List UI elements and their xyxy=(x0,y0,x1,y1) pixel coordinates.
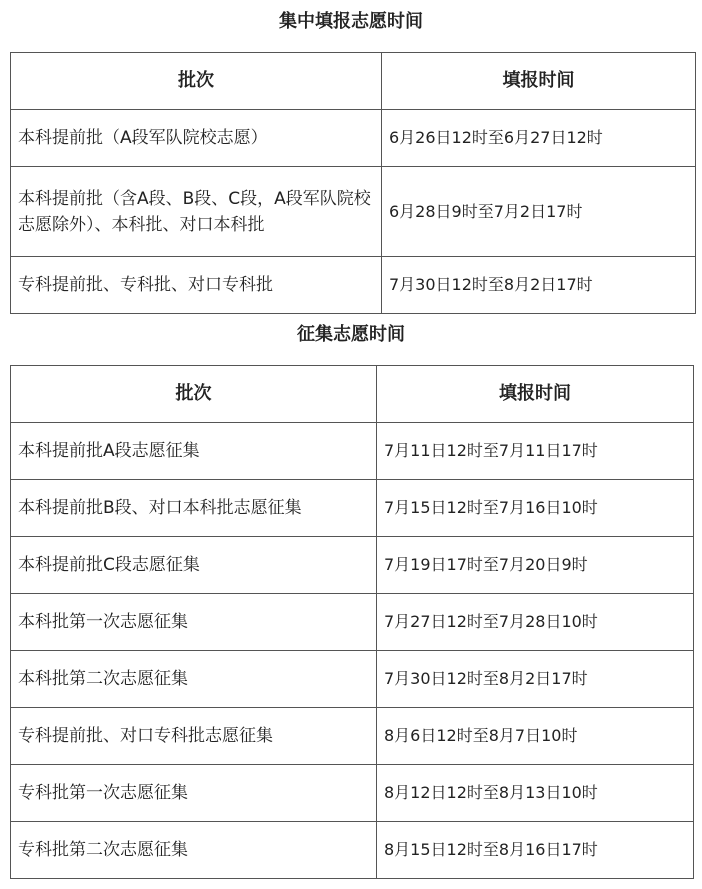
centralized-schedule-table xyxy=(10,52,696,314)
time-cell: 7月30日12时至8月2日17时 xyxy=(377,651,694,708)
batch-cell: 本科批第二次志愿征集 xyxy=(11,651,377,708)
time-cell: 8月12日12时至8月13日10时 xyxy=(377,765,694,822)
table-row xyxy=(11,765,694,822)
time-cell: 6月28日9时至7月2日17时 xyxy=(382,167,696,257)
batch-cell: 专科批第二次志愿征集 xyxy=(11,822,377,879)
column-header-batch: 批次 xyxy=(11,53,382,110)
table-row xyxy=(11,167,696,257)
table-row xyxy=(11,110,696,167)
batch-cell: 本科提前批B段、对口本科批志愿征集 xyxy=(11,480,377,537)
batch-cell: 本科提前批（A段军队院校志愿） xyxy=(11,110,382,167)
batch-cell: 本科批第一次志愿征集 xyxy=(11,594,377,651)
table-row xyxy=(11,822,694,879)
time-cell: 7月30日12时至8月2日17时 xyxy=(382,257,696,314)
time-cell: 7月19日17时至7月20日9时 xyxy=(377,537,694,594)
time-cell: 8月6日12时至8月7日10时 xyxy=(377,708,694,765)
time-cell: 8月15日12时至8月16日17时 xyxy=(377,822,694,879)
solicitation-schedule-table xyxy=(10,365,694,879)
batch-cell: 本科提前批C段志愿征集 xyxy=(11,537,377,594)
table-row xyxy=(11,537,694,594)
time-cell: 7月27日12时至7月28日10时 xyxy=(377,594,694,651)
batch-cell: 专科提前批、专科批、对口专科批 xyxy=(11,257,382,314)
batch-cell: 专科提前批、对口专科批志愿征集 xyxy=(11,708,377,765)
batch-cell: 本科提前批A段志愿征集 xyxy=(11,423,377,480)
table-header-row xyxy=(11,366,694,423)
column-header-batch: 批次 xyxy=(11,366,377,423)
table-header-row xyxy=(11,53,696,110)
table-row xyxy=(11,651,694,708)
section-title-centralized: 集中填报志愿时间 xyxy=(279,11,423,32)
column-header-time: 填报时间 xyxy=(382,53,696,110)
table-row xyxy=(11,594,694,651)
table-row xyxy=(11,423,694,480)
time-cell: 7月15日12时至7月16日10时 xyxy=(377,480,694,537)
time-cell: 6月26日12时至6月27日12时 xyxy=(382,110,696,167)
column-header-time: 填报时间 xyxy=(377,366,694,423)
time-cell: 7月11日12时至7月11日17时 xyxy=(377,423,694,480)
section-title-solicitation: 征集志愿时间 xyxy=(297,324,405,345)
batch-cell: 本科提前批（含A段、B段、C段，A段军队院校志愿除外）、本科批、对口本科批 xyxy=(11,167,382,257)
table-row xyxy=(11,257,696,314)
batch-cell: 专科批第一次志愿征集 xyxy=(11,765,377,822)
table-row xyxy=(11,708,694,765)
table-row xyxy=(11,480,694,537)
